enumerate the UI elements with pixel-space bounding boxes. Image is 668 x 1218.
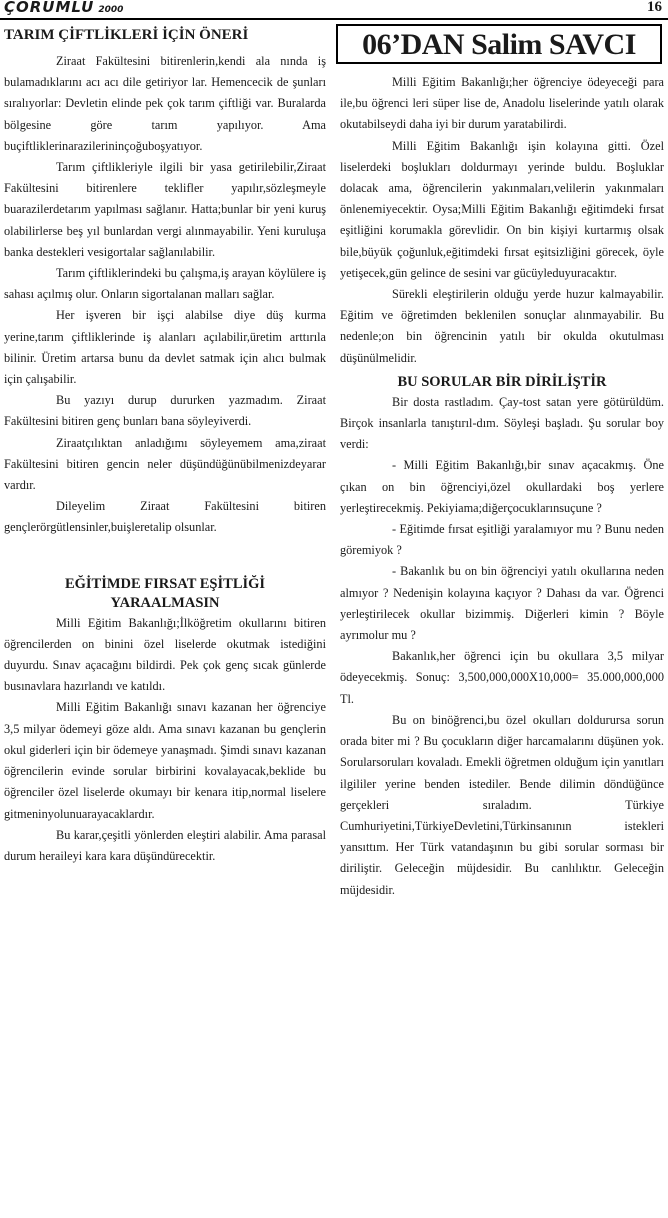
paragraph: Milli Eğitim Bakanlığı sınavı kazanan her öğrenciye 3,5 milyar ödemeyi göze aldı. Ama sınavı kazanan bu gençlerin okul giderleri için bir ödemeye yanaşmadı. Şimdi sınavı kazanan öğrencilerin evinde sorular birbirini kovalayacak,beklide bu öğrenciler özel liselerde okumayı bir kenara itip,normal liselere gitmeninyolunuarayacaklardır. (4, 700, 326, 821)
header-rule (0, 18, 668, 20)
left-column (4, 26, 326, 867)
logo-text: ÇORUMLU (4, 0, 95, 16)
paragraph: Ziraatçılıktan anladığımı söyleyemem ama,ziraat Fakültesini bitiren gencin neler düşündüğünübilmenizdeyarar vardır. (4, 435, 326, 493)
heading-tarim-ciftlikleri: TARIM ÇİFTLİKLERİ İÇİN ÖNERİ (4, 27, 249, 43)
paragraph: Tarım çiftliklerindeki bu çalışma,iş arayan köylülere iş sahası açılmış olur. Onların sigortalanan malları sağlar. (4, 266, 326, 302)
paragraph: Sürekli eleştirilerin olduğu yerde huzur kalmayabilir. Eğitim ve öğretimden beklenilen sonuçlar alınmayabilir. Bu nedenle;on bin öğrencinin yatılı bir okulda okutulması düşünülmelidir. (340, 287, 664, 365)
newspaper-logo (4, 0, 123, 16)
paragraph: Bu karar,çeşitli yönlerden eleştiri alabilir. Ama parasal durum heraileyi kara kara düşündürecektir. (4, 827, 326, 863)
page-number: 16 (647, 0, 662, 15)
paragraph: Bakanlık,her öğrenci için bu okullara 3,5 milyar ödeyecekmiş. Sonuç: 3,500,000,000X10,000= 35.000,000,000 Tl. (340, 649, 664, 706)
paragraph: Tarım çiftlikleriyle ilgili bir yasa getirilebilir,Ziraat Fakültesini bitirenlere teklifler yapılır,sözleşmeyle buarazilerdetarım yapılması sağlanır. Hatta;bunlar bir yeni kuruş olabilirlerse beş yıl bunlardan vergi alınmayabilir. Yeni kuruluşa banka destekleri vesigortalar sağlanılabilir. (4, 160, 326, 259)
paragraph: Her işveren bir işçi alabilse diye düş kurma yerine,tarım çiftliklerinde iş alanları açılabilir,üretim arttırıla bilinir. Üretim artarsa bunu da devlet satmak için alıcı bulmak için çalışabilir. (4, 308, 326, 387)
paragraph: - Eğitimde fırsat eşitliği yaralamıyor mu ? Bunu neden göremiyok ? (340, 522, 664, 558)
paragraph: - Bakanlık bu on bin öğrenciyi yatılı okullarına neden almıyor ? Nedenişin kolayına kaçıyor ? Dahası da var. Öğrenci yerleştirilecek okullar bizimmiş. Diğerleri kimin ? Böyle ayrımolur mu ? (340, 564, 664, 643)
paragraph: Milli Eğitim Bakanlığı;her öğrenciye ödeyeceği para ile,bu öğrenci leri süper lise de, Anadolu liselerinde yatılı olarak okutabilseydi daha iyi bir durum yaratabilirdi. (340, 75, 664, 132)
paragraph: Ziraat Fakültesini bitirenlerin,kendi ala nında iş bulamadıklarını acı acı dile getiriyor lar. Hemencecik de şunları sıralıyorlar: Devletin elinde pek çok tarım çiftliği var. Buralarda bölgesine göre tarım yapılıyor. Ama buçiftliklerinarazilerininçoğuboşyatıyor. (4, 54, 326, 153)
right-column (340, 72, 664, 901)
paragraph: Bu on binöğrenci,bu özel okulları doldurursa sorun orada biter mi ? Bu çocukların diğer harcamalarını düşünen yok. Sorularsoruları kovaladı. Emekli öğretmen olduğum için yanıtları ilgililer yerine benden istediler. Bende dilimin döndüğünce gerçekleri sıraladım. Türkiye Cumhuriyetini,TürkiyeDevletini,Türkinsanının istekleri yansıttım. Her Türk vatandaşının bu gibi sorular sorması bir diriliştir. Geleceğin müjdesidir. Bu canlılıktır. Geleceğin müjdesidir. (340, 712, 664, 897)
paragraph: Milli Eğitim Bakanlığı;İlköğretim okullarını bitiren öğrencilerden on binini özel liselerde okutmak istediğini duyurdu. Sınav açacağını bildirdi. Pek çok genç sıcak günlerde busınavlara hazırlandı ve katıldı. (4, 615, 326, 694)
logo-subtext: 2000 (98, 5, 124, 15)
paragraph: Bu yazıyı durup dururken yazmadım. Ziraat Fakültesini bitiren genç bunları bana söyleyiverdi. (4, 393, 326, 429)
paragraph: Bir dosta rastladım. Çay-tost satan yere götürüldüm. Birçok insanlarla tanıştırıl-dım. Söyleşi başladı. Şu sorular boy verdi: (340, 394, 664, 452)
page-header (0, 0, 668, 22)
author-title: 06’DAN Salim SAVCI (336, 24, 662, 64)
paragraph: Milli Eğitim Bakanlığı işin kolayına gitti. Özel liselerdeki boşlukları doldurmayı yerinde buldu. Boşluklar dolacak ama, öğrencilerin yakınmaları,velilerin yakınmaları önlenemiyecektir. Oysa;Milli Eğitim Bakanlığı eğitimdeki fırsat eşitliğini korumakla görevlidir. On bin kişiyi kurtarmış olsak bile,büyük çoğunluk,eğitimdeki fırsat eşitsizliğini görecek, öyle yetişecek,gün gelince de sesini var gücüyleduyuracaktır. (340, 138, 664, 280)
heading-egitimde-firsat-esitligi: EĞİTİMDE FIRSAT EŞİTLİĞİ (64, 575, 266, 592)
paragraph: - Milli Eğitim Bakanlığı,bir sınav açacakmış. Öne çıkan on bin öğrenciyi,özel okullardaki boş yerlere yerleştirecekmiş. Pekiyiama;diğerçocuklarınsuçune ? (340, 458, 664, 515)
paragraph: Dileyelim Ziraat Fakültesini bitiren gençlerörgütlensinler,buişleretalip olsunlar. (4, 499, 326, 535)
heading-yara-almasin: YARAALMASIN (110, 594, 220, 611)
heading-bu-sorular: BU SORULAR BİR DİRİLİŞTİR (397, 373, 607, 390)
